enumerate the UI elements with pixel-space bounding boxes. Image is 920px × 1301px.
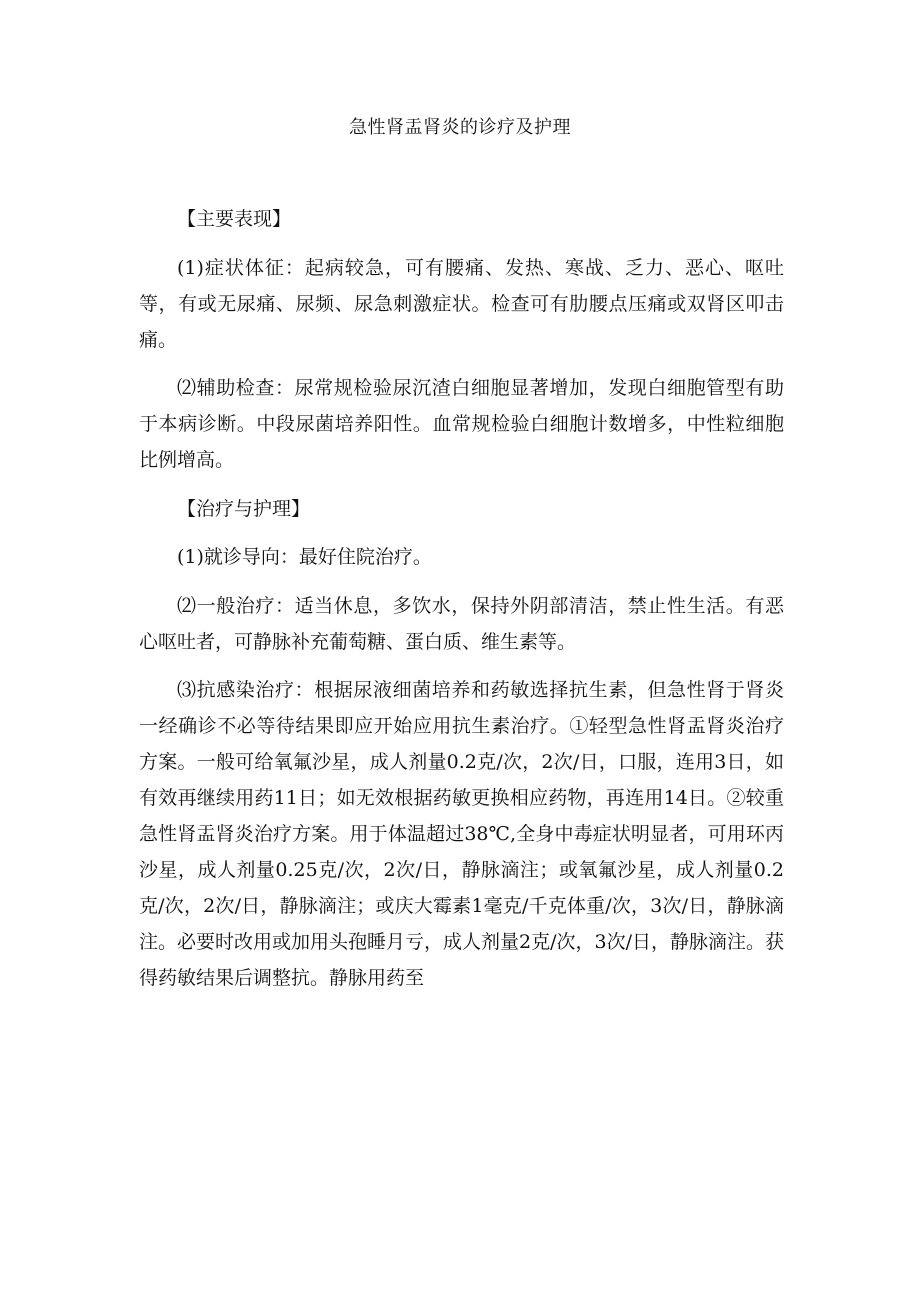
paragraph-general-treatment: ⑵一般治疗：适当休息，多饮水，保持外阴部清洁，禁止性生活。有恶心呕吐者，可静脉补充葡萄糖、蛋白质、维生素等。 (139, 594, 784, 653)
section-heading-treatment-nursing: 【治疗与护理】 (177, 497, 311, 520)
section-heading-main-symptoms: 【主要表现】 (177, 208, 292, 230)
document-title: 急性肾盂肾炎的诊疗及护理 (349, 117, 571, 138)
paragraph-visit-guidance: (1)就诊导向：最好住院治疗。 (177, 546, 432, 568)
paragraph-auxiliary-tests: ⑵辅助检查：尿常规检验尿沉渣白细胞显著增加，发现白细胞管型有助于本病诊断。中段尿菌培养阳性。血常规检验白细胞计数增多，中性粒细胞比例增高。 (139, 377, 784, 471)
paragraph-symptoms: (1)症状体征：起病较急，可有腰痛、发热、寒战、乏力、恶心、呕吐等，有或无尿痛、尿频、尿急刺激症状。检查可有肋腰点压痛或双肾区叩击痛。 (139, 256, 784, 351)
paragraph-anti-infection: ⑶抗感染治疗：根据尿液细菌培养和药敏选择抗生素，但急性肾于肾炎一经确诊不必等待结果即应开始应用抗生素治疗。①轻型急性肾盂肾炎治疗方案。一般可给氧氟沙星，成人剂量0.2克/次，2次/日，口服，连用3日，如有效再继续用药11日；如无效根据药敏更换相应药物，再连用14日。②较重急性肾盂肾炎治疗方案。用于体温超过38℃,全身中毒症状明显者，可用环丙沙星，成人剂量0.25克/次，2次/日，静脉滴注；或氧氟沙星，成人剂量0.2克/次，2次/日，静脉滴注；或庆大霉素1毫克/千克体重/次，3次/日，静脉滴注。必要时改用或加用头孢睡月亏，成人剂量2克/次，3次/日，静脉滴注。获得药敏结果后调整抗。静脉用药至 (139, 679, 784, 989)
document-body (139, 201, 784, 1009)
